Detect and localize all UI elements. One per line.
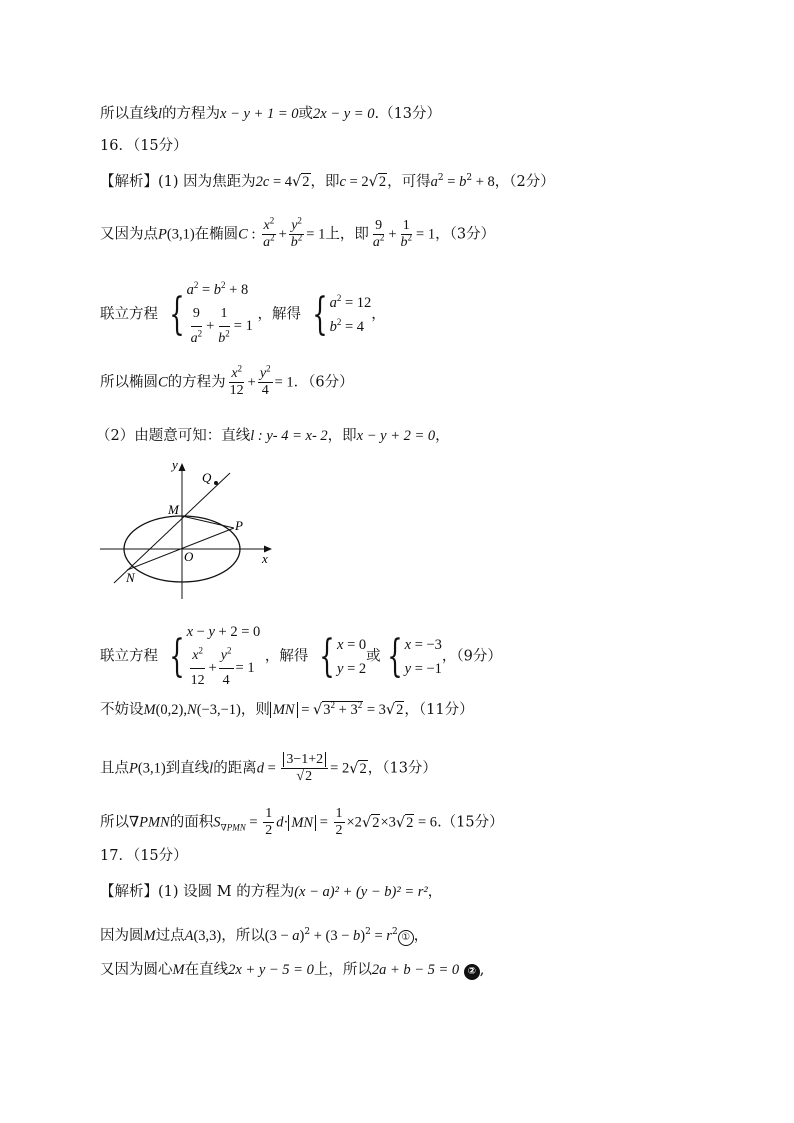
line-l [114,473,230,583]
label-o: O [184,549,194,564]
circled-two: ② [464,964,480,980]
label-m: M [168,502,179,517]
text-line-5: 联立方程 { $a^2 = b^2 + 8$ $\frac{9}{a^2}$ + $\frac{1}{b^2}$ = 1 ，解得 { $a^2 = 12$ $b^2 = 4$ ， [100,280,386,346]
point-q [214,481,218,485]
label-q: Q [202,470,212,485]
text-line-11: 所以∇PMN的面积$S_{\nabla PMN}$ = $\frac{1}{2}$ d· MN = $\frac{1}{2}$ ×2√2×3√2 = 6.（15分） [100,806,504,838]
ellipse-figure [96,455,286,605]
label-y: y [172,457,178,472]
text-line-9: 不妨设M(0,2),N(−3,−1)，则 MN = $√3^2 + 3^2 = 3√2$，（11分） [100,700,474,718]
text-line-4: 又因为点P(3,1)在椭圆C : $\frac{x^2}{a^2}$ + $\frac{y^2}{b^2}$ = 1上，即 $\frac{9}{a^2}$ + $\frac{1}{b^2}$ = 1，（3分） [100,215,496,250]
text-line-1: 所以直线l的方程为x − y + 1 = 0或2x − y = 0.（13分） [100,106,442,122]
text-line-6: 所以椭圆C的方程为 $\frac{x^2}{12}$ + $\frac{y^2}{4}$ = 1．（6分） [100,363,354,398]
question-16-header: 16．（15分） [100,138,188,154]
text-line-14: 因为圆M过点A(3,3)，所以$(3 - a)^2 + (3 - b)^2 = r^2$ ① ， [100,927,429,944]
text-line-15: 又因为圆心M在直线2x + y − 5 = 0上，所以2a + b − 5 = 0 ② , [100,962,485,978]
text-line-8: 联立方程 { x − y + 2 = 0 $\frac{x^2}{12}$ + $\frac{y^2}{4}$ = 1 ，解得 { x = 0 y = 2 或 { x = −3 y = −1 ，（9分） [100,624,502,688]
question-17-header: 17．（15分） [100,848,188,864]
label-x: x [262,551,268,566]
circled-one: ① [398,930,414,946]
text-line-7: （2）由题意可知：直线l : y- 4 = x- 2，即x − y + 2 = 0， [96,428,450,444]
label-p: P [235,518,243,533]
y-axis-arrow [179,463,186,471]
text-line-10: 且点P(3,1)到直线l的距离d = $\frac{3-1+2}{√2}$ = 2√2，（13分） [100,752,437,784]
text-line-13: 【解析】(1) 设圆 M 的方程为(x − a)² + (y − b)² = r²， [100,884,443,900]
segment-mp [182,516,234,528]
label-n: N [126,570,135,585]
text-line-3: 【解析】(1) 因为焦距为2c = 4√2，即c = 2√2，可得$a^2 = b^2 + 8$，（2分） [100,173,555,190]
